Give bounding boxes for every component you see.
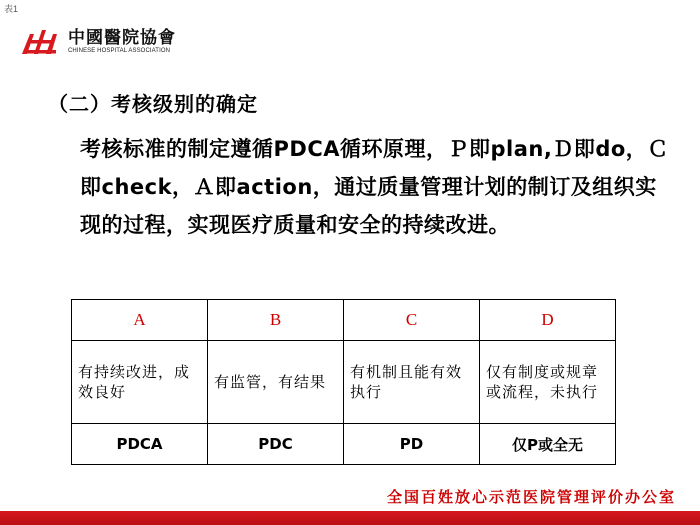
hospital-association-logo-icon — [20, 28, 60, 56]
table-cell-description: 仅有制度或规章或流程，未执行 — [480, 341, 616, 424]
table-cell-description: 有持续改进，成效良好 — [72, 341, 208, 424]
table-row — [72, 424, 616, 465]
table-row — [72, 341, 616, 424]
table-cell-code: PDC — [208, 424, 344, 465]
table-cell-description: 有监管，有结果 — [208, 341, 344, 424]
table-cell-code: PD — [344, 424, 480, 465]
logo-chinese-name: 中國醫院協會 — [68, 28, 176, 48]
logo — [20, 26, 176, 58]
table-cell-description: 有机制且能有效执行 — [344, 341, 480, 424]
section-title: （二）考核级别的确定 — [48, 92, 258, 116]
table-header-cell: C — [344, 300, 480, 341]
logo-english-name: CHINESE HOSPITAL ASSOCIATION — [68, 48, 171, 54]
assessment-level-table — [71, 299, 616, 465]
slide-label: 表1 — [4, 4, 19, 14]
table-header-row — [72, 300, 616, 341]
table-header-cell: B — [208, 300, 344, 341]
table-header-cell: A — [72, 300, 208, 341]
body-paragraph: 考核标准的制定遵循PDCA循环原理，Ｐ即plan,Ｄ即do，Ｃ即check，Ａ即action，通过质量管理计划的制订及组织实现的过程，实现医疗质量和安全的持续改进。 — [80, 137, 669, 237]
table-header-cell: D — [480, 300, 616, 341]
footer-organization: 全国百姓放心示范医院管理评价办公室 — [386, 488, 676, 506]
table-cell-code: 仅P或全无 — [480, 424, 616, 465]
table-cell-code: PDCA — [72, 424, 208, 465]
footer-bar — [0, 511, 700, 525]
